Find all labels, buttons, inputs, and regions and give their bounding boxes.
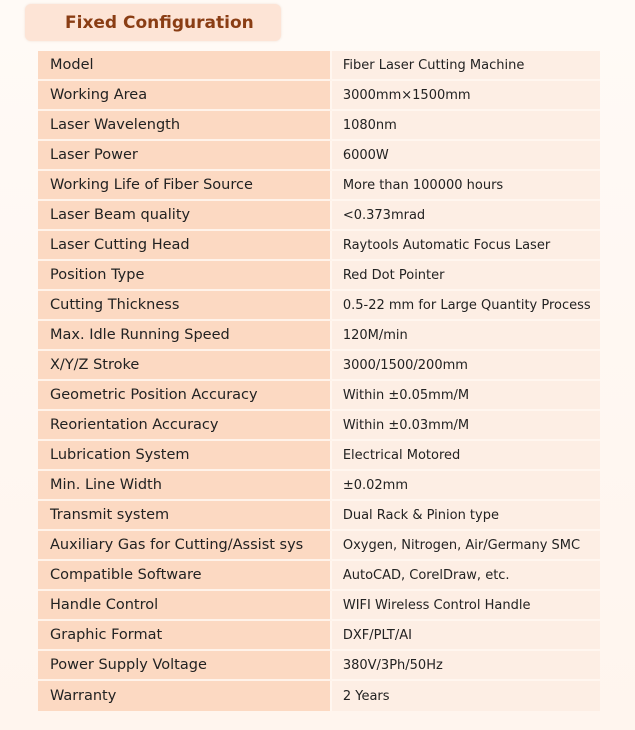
spec-row: [38, 591, 600, 621]
spec-label: Reorientation Accuracy: [38, 411, 332, 441]
spec-label: Min. Line Width: [38, 471, 332, 501]
spec-row: [38, 381, 600, 411]
spec-label: X/Y/Z Stroke: [38, 351, 332, 381]
spec-value: 2 Years: [332, 681, 600, 711]
spec-value: 6000W: [332, 141, 600, 171]
spec-label: Laser Cutting Head: [38, 231, 332, 261]
spec-row: [38, 291, 600, 321]
spec-row: [38, 81, 600, 111]
spec-label: Lubrication System: [38, 441, 332, 471]
spec-value: Electrical Motored: [332, 441, 600, 471]
spec-value: Red Dot Pointer: [332, 261, 600, 291]
spec-row: [38, 501, 600, 531]
spec-row: [38, 111, 600, 141]
spec-row: [38, 441, 600, 471]
spec-label: Graphic Format: [38, 621, 332, 651]
spec-row: [38, 471, 600, 501]
spec-label: Position Type: [38, 261, 332, 291]
spec-row: [38, 621, 600, 651]
spec-value: Within ±0.03mm/M: [332, 411, 600, 441]
spec-label: Laser Power: [38, 141, 332, 171]
spec-row: [38, 531, 600, 561]
spec-value: More than 100000 hours: [332, 171, 600, 201]
spec-label: Compatible Software: [38, 561, 332, 591]
spec-row: [38, 51, 600, 81]
spec-value: ±0.02mm: [332, 471, 600, 501]
spec-table: [38, 51, 600, 711]
spec-value: 1080nm: [332, 111, 600, 141]
spec-row: [38, 201, 600, 231]
spec-row: [38, 261, 600, 291]
spec-label: Max. Idle Running Speed: [38, 321, 332, 351]
spec-label: Cutting Thickness: [38, 291, 332, 321]
spec-table-body: [38, 51, 600, 711]
spec-row: [38, 351, 600, 381]
spec-row: [38, 231, 600, 261]
spec-value: 3000/1500/200mm: [332, 351, 600, 381]
spec-value: 120M/min: [332, 321, 600, 351]
spec-label: Working Area: [38, 81, 332, 111]
spec-value: Oxygen, Nitrogen, Air/Germany SMC: [332, 531, 600, 561]
spec-label: Auxiliary Gas for Cutting/Assist sys: [38, 531, 332, 561]
spec-value: AutoCAD, CorelDraw, etc.: [332, 561, 600, 591]
spec-row: [38, 411, 600, 441]
spec-label: Laser Wavelength: [38, 111, 332, 141]
spec-row: [38, 681, 600, 711]
spec-label: Transmit system: [38, 501, 332, 531]
spec-row: [38, 561, 600, 591]
spec-row: [38, 171, 600, 201]
spec-label: Laser Beam quality: [38, 201, 332, 231]
spec-label: Power Supply Voltage: [38, 651, 332, 681]
spec-value: <0.373mrad: [332, 201, 600, 231]
spec-label: Handle Control: [38, 591, 332, 621]
spec-value: 0.5-22 mm for Large Quantity Process: [332, 291, 600, 321]
spec-row: [38, 321, 600, 351]
spec-row: [38, 651, 600, 681]
spec-value: Dual Rack & Pinion type: [332, 501, 600, 531]
spec-label: Working Life of Fiber Source: [38, 171, 332, 201]
spec-label: Model: [38, 51, 332, 81]
section-header-tab: [25, 4, 281, 41]
spec-value: Raytools Automatic Focus Laser: [332, 231, 600, 261]
spec-row: [38, 141, 600, 171]
spec-value: WIFI Wireless Control Handle: [332, 591, 600, 621]
section-title: Fixed Configuration: [65, 12, 254, 33]
spec-value: Fiber Laser Cutting Machine: [332, 51, 600, 81]
spec-label: Geometric Position Accuracy: [38, 381, 332, 411]
spec-value: Within ±0.05mm/M: [332, 381, 600, 411]
spec-value: DXF/PLT/AI: [332, 621, 600, 651]
spec-label: Warranty: [38, 681, 332, 711]
spec-value: 3000mm×1500mm: [332, 81, 600, 111]
spec-value: 380V/3Ph/50Hz: [332, 651, 600, 681]
